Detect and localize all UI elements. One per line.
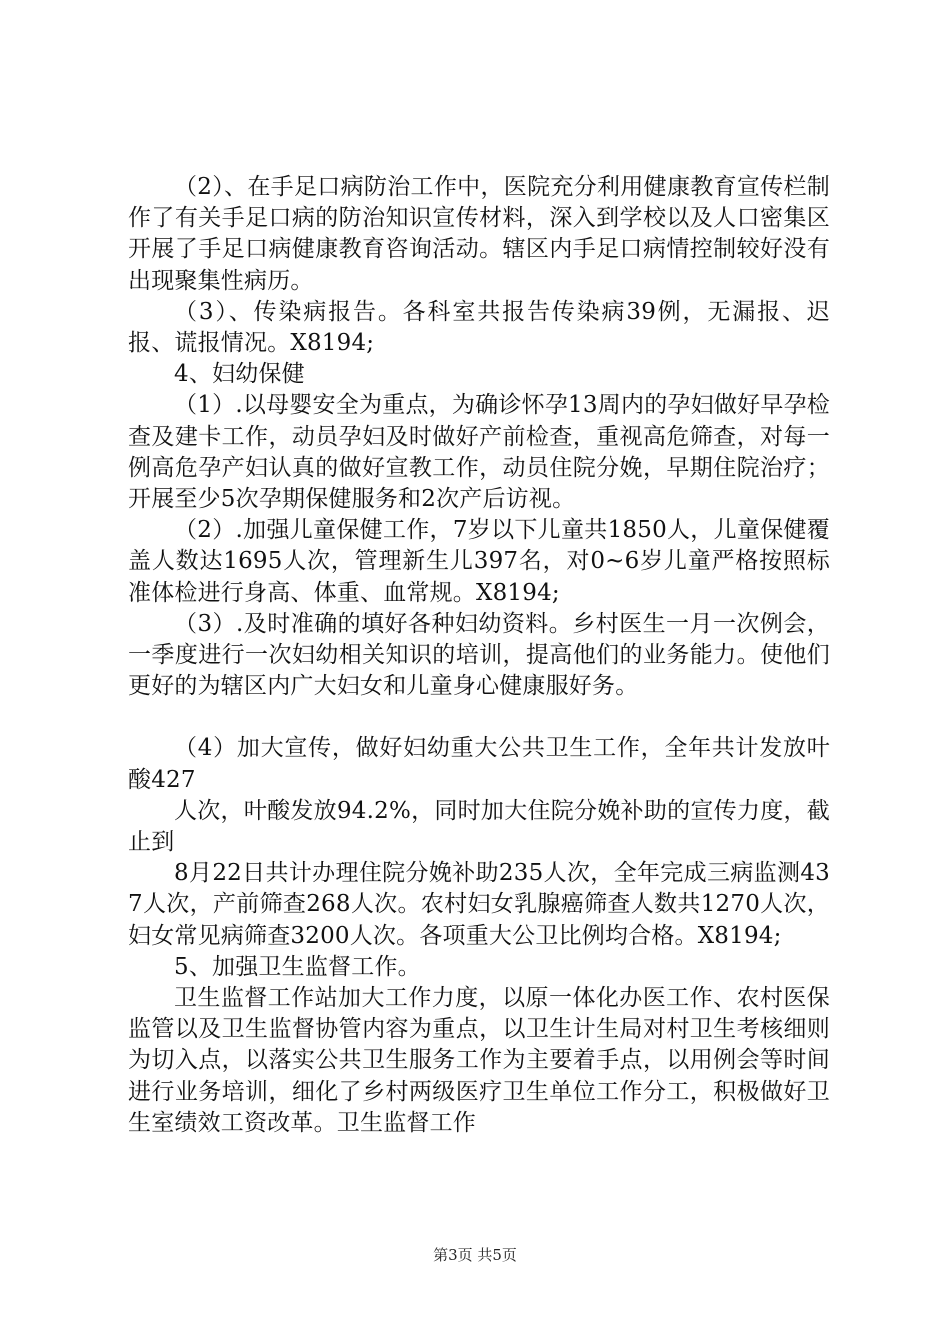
section-heading-supervision: 5、加强卫生监督工作。 (174, 953, 421, 980)
paragraph-child-health: （2）.加强儿童保健工作，7岁以下儿童共1850人，儿童保健覆盖人数达1695人次，管理新生儿397名，对0~6岁儿童严格按照标准体检进行身高、体重、血常规。X8194; (128, 517, 830, 606)
paragraph-records: （3）.及时准确的填好各种妇幼资料。乡村医生一月一次例会，一季度进行一次妇幼相关知识的培训，提高他们的业务能力。使他们更好的为辖区内广大妇女和儿童身心健康服好务。 (128, 610, 830, 700)
page-footer: 第3页 共5页 (433, 1246, 517, 1264)
document-body (128, 172, 830, 1139)
paragraph-publicity: （4）加大宣传，做好妇幼重大公共卫生工作，全年共计发放叶酸427 (128, 735, 830, 793)
paragraph-infectious-report: （3）、传染病报告。各科室共报告传染病39例，无漏报、迟报、谎报情况。X8194; (128, 298, 830, 357)
paragraph-maternal-safety: （1）.以母婴安全为重点，为确诊怀孕13周内的孕妇做好早孕检查及建卡工作，动员孕妇及时做好产前检查，重视高危筛查，对每一例高危孕产妇认真的做好宣教工作，动员住院分娩，早期住院治疗；开展至少5次孕期保健服务和2次产后访视。 (128, 392, 830, 513)
paragraph-subsidy-screening: 8月22日共计办理住院分娩补助235人次，全年完成三病监测437人次，产前筛查268人次。农村妇女乳腺癌筛查人数共1270人次，妇女常见病筛查3200人次。各项重大公卫比例均合格。X8194; (128, 860, 830, 949)
paragraph-hand-foot-mouth: （2）、在手足口病防治工作中，医院充分利用健康教育宣传栏制作了有关手足口病的防治知识宣传材料，深入到学校以及人口密集区开展了手足口病健康教育咨询活动。辖区内手足口病情控制较好没有出现聚集性病历。 (128, 174, 830, 294)
blank-line (128, 702, 830, 733)
section-heading-maternal-child: 4、妇幼保健 (174, 361, 305, 388)
paragraph-supervision: 卫生监督工作站加大工作力度，以原一体化办医工作、农村医保监管以及卫生监督协管内容为重点，以卫生计生局对村卫生考核细则为切入点，以落实公共卫生服务工作为主要着手点，以用例会等时间进行业务培训，细化了乡村两级医疗卫生单位工作分工，积极做好卫生室绩效工资改革。卫生监督工作 (128, 985, 830, 1136)
paragraph-folic-acid: 人次，叶酸发放94.2%，同时加大住院分娩补助的宣传力度，截止到 (128, 797, 830, 856)
